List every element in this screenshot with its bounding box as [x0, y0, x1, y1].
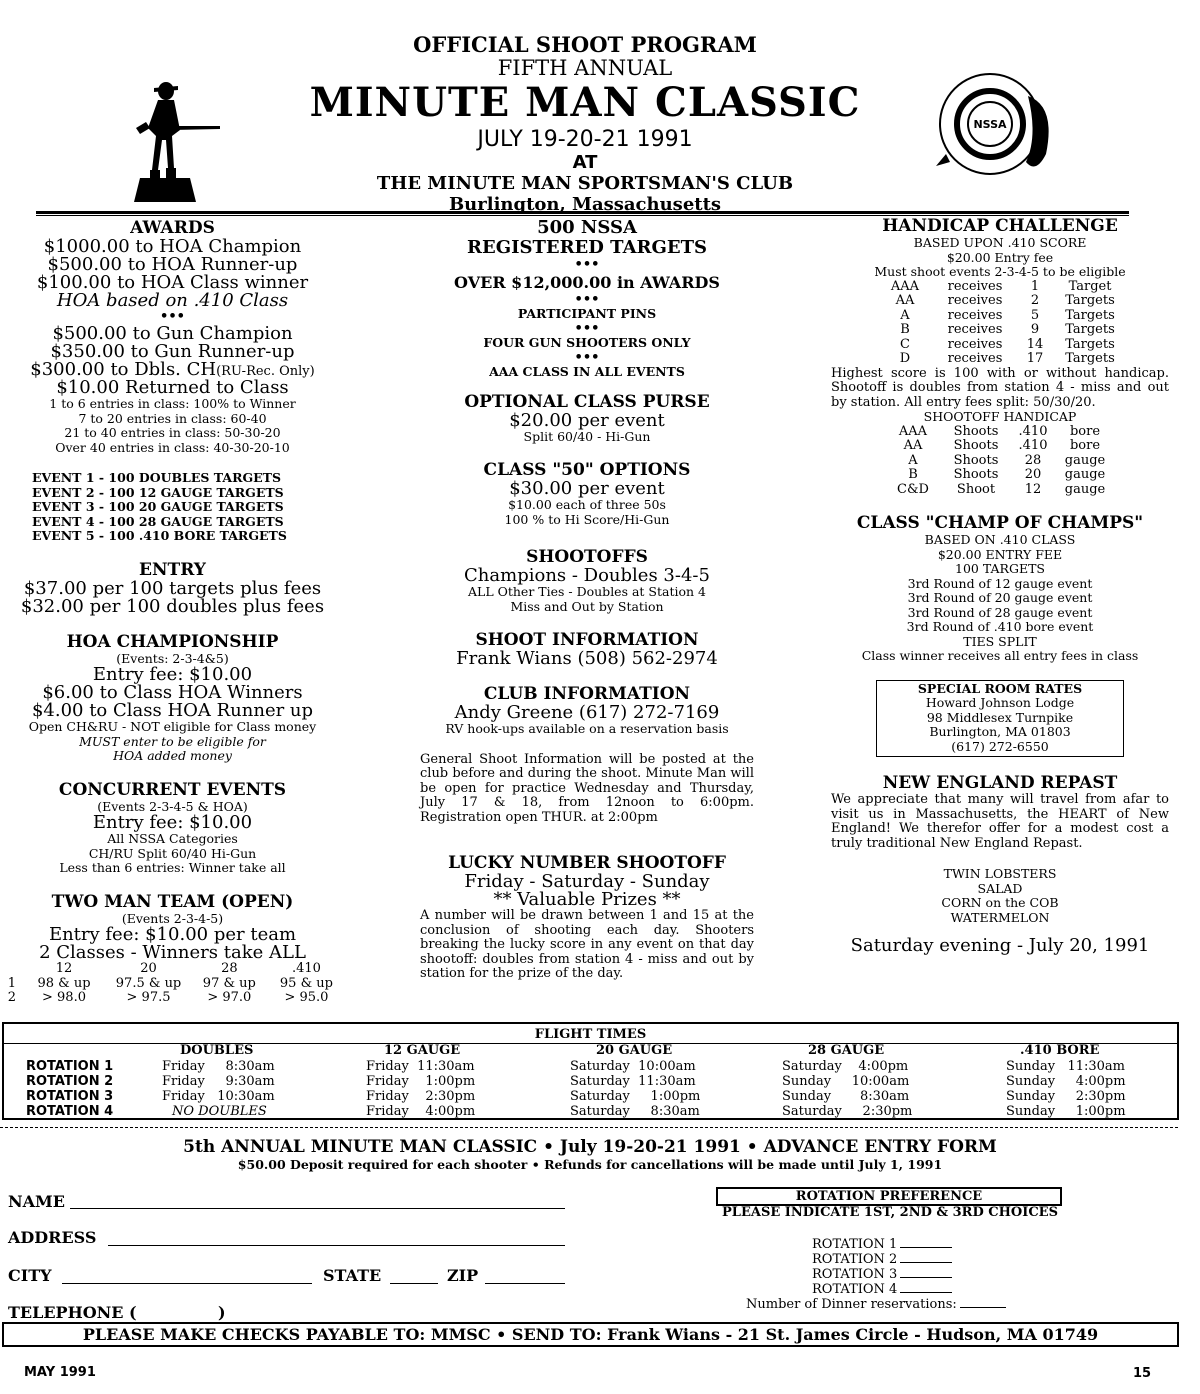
- class50-line: 100 % to Hi Score/Hi-Gun: [504, 511, 670, 527]
- nssa-logo-icon: [928, 66, 1063, 186]
- telephone-field[interactable]: [155, 1304, 215, 1322]
- address-field[interactable]: [108, 1245, 565, 1246]
- club-info-rv: RV hook-ups available on a reservation basis: [445, 721, 729, 736]
- lucky-prizes: ** Valuable Prizes **: [493, 889, 681, 910]
- shoot-info-contact: Frank Wians (508) 562-2974: [456, 648, 718, 669]
- table-cell: 2: [1030, 293, 1040, 308]
- flight-cell: Saturday 4:00pm: [782, 1059, 909, 1074]
- zip-field[interactable]: [485, 1283, 565, 1284]
- entry-form-subtitle: $50.00 Deposit required for each shooter • Refunds for cancellations will be made until July 1, 1991: [237, 1157, 943, 1172]
- menu-item: WATERMELON: [950, 909, 1050, 925]
- cut-line: [0, 1127, 1178, 1128]
- event-dates: JULY 19-20-21 1991: [477, 127, 693, 152]
- table-cell: 20: [1024, 467, 1042, 482]
- dinner-label: Number of Dinner reservations:: [746, 1297, 957, 1312]
- telephone-close: ): [218, 1303, 226, 1322]
- champ-line: Class winner receives all entry fees in class: [861, 648, 1139, 663]
- two-man-events: (Events 2-3-4-5): [121, 910, 224, 926]
- checks-payable-box: PLEASE MAKE CHECKS PAYABLE TO: MMSC • SEND TO: Frank Wians - 21 St. James Circle - Hudson, MA 01749: [2, 1322, 1179, 1347]
- club-name: THE MINUTE MAN SPORTSMAN'S CLUB: [376, 173, 794, 194]
- table-cell: C&D: [897, 481, 929, 497]
- repast-title: NEW ENGLAND REPAST: [882, 773, 1118, 793]
- flight-times-table: [2, 1022, 1179, 1120]
- table-cell: 95 & up: [279, 975, 333, 991]
- shootoffs-title: SHOOTOFFS: [526, 547, 648, 567]
- page-number: 15: [1133, 1366, 1152, 1381]
- rotation-indicate: PLEASE INDICATE 1ST, 2ND & 3RD CHOICES: [722, 1205, 1058, 1220]
- separator-dots: •••: [574, 291, 600, 307]
- table-cell: 1: [7, 975, 16, 991]
- entries-rule: 1 to 6 entries in class: 100% to Winner: [49, 396, 296, 411]
- concurrent-line: CH/RU Split 60/40 Hi-Gun: [88, 845, 257, 861]
- concurrent-fee: Entry fee: $10.00: [92, 812, 253, 833]
- two-man-fee: Entry fee: $10.00 per team: [48, 924, 297, 945]
- purse-split: Split 60/40 - Hi-Gun: [523, 428, 651, 444]
- rotation-choice-label: ROTATION 2: [812, 1252, 898, 1267]
- handicap-table: [875, 280, 1125, 367]
- shootoffs-line: Miss and Out by Station: [510, 598, 664, 614]
- room-line: Burlington, MA 01803: [929, 724, 1071, 739]
- table-cell: bore: [1069, 423, 1101, 439]
- table-row: [875, 309, 1125, 324]
- rotation-preference-box: ROTATION PREFERENCE: [716, 1187, 1062, 1206]
- event-item: EVENT 3 - 100 20 GAUGE TARGETS: [32, 499, 284, 514]
- table-cell: [2, 962, 22, 977]
- header-line-2: FIFTH ANNUAL: [497, 56, 673, 80]
- hoa-championship-title: HOA CHAMPIONSHIP: [66, 631, 279, 652]
- flight-cell: Saturday 8:30am: [570, 1104, 700, 1119]
- award-line: $350.00 to Gun Runner-up: [50, 340, 295, 362]
- event-item: EVENT 2 - 100 12 GAUGE TARGETS: [32, 484, 284, 500]
- flight-cell: Friday 10:30am: [162, 1089, 275, 1104]
- table-cell: Targets: [1065, 293, 1115, 308]
- column-header: 28 GAUGE: [808, 1043, 885, 1058]
- champ-line: 3rd Round of 20 gauge event: [907, 590, 1093, 605]
- city-label: CITY: [8, 1266, 52, 1285]
- flight-cell: Sunday 1:00pm: [1006, 1104, 1126, 1119]
- table-cell: AAA: [890, 278, 920, 294]
- room-rates-box: [876, 680, 1124, 758]
- table-cell: 14: [1026, 336, 1044, 352]
- table-row: [885, 454, 1115, 469]
- rotation-choice-label: ROTATION 1: [812, 1237, 898, 1252]
- column-header: DOUBLES: [180, 1043, 254, 1058]
- handicap-title: HANDICAP CHALLENGE: [882, 216, 1118, 236]
- flight-cell: Friday 11:30am: [366, 1059, 475, 1074]
- flight-cell: Sunday 11:30am: [1006, 1059, 1126, 1074]
- dinner-field[interactable]: [960, 1296, 1006, 1308]
- nssa-four-gun: FOUR GUN SHOOTERS ONLY: [483, 335, 691, 350]
- table-cell: Targets: [1065, 336, 1115, 352]
- concurrent-title: CONCURRENT EVENTS: [58, 779, 287, 800]
- dinner-reservations: [746, 1296, 1006, 1312]
- class50-line: $10.00 each of three 50s: [508, 497, 666, 512]
- concurrent-events: (Events 2-3-4-5 & HOA): [97, 798, 248, 814]
- table-row: [885, 439, 1115, 454]
- award-line: $500.00 to Gun Champion: [52, 322, 293, 344]
- rotation-choice: [812, 1266, 952, 1282]
- table-row: [2, 977, 345, 992]
- flight-cell: Friday 2:30pm: [366, 1089, 476, 1104]
- city-field[interactable]: [62, 1283, 312, 1284]
- program-header: [280, 32, 890, 215]
- table-cell: A: [908, 452, 918, 468]
- table-cell: gauge: [1064, 452, 1106, 468]
- table-cell: B: [900, 322, 910, 337]
- flight-cell: Sunday 2:30pm: [1006, 1089, 1126, 1104]
- table-row: [875, 323, 1125, 338]
- rotation-choice-label: ROTATION 3: [812, 1267, 898, 1282]
- room-line: (617) 272-6550: [951, 738, 1049, 754]
- menu-item: SALAD: [977, 880, 1023, 896]
- entry-line: $37.00 per 100 targets plus fees: [23, 577, 322, 599]
- nssa-aaa: AAA CLASS IN ALL EVENTS: [489, 364, 685, 379]
- entry-line: $32.00 per 100 doubles plus fees: [20, 595, 325, 617]
- column-left: [0, 218, 345, 1006]
- champ-line: $20.00 ENTRY FEE: [937, 546, 1063, 562]
- table-cell: D: [899, 351, 911, 366]
- two-man-table: [2, 962, 345, 1006]
- flight-cell: Sunday 4:00pm: [1006, 1074, 1126, 1089]
- table-cell: 28: [221, 961, 238, 976]
- lucky-body: A number will be drawn between 1 and 15 at the conclusion of shooting each day. Shooters breaking the lucky score in any event on that day shootoff: doubles from station 4 - miss and out by station for the prize of the day.: [420, 908, 754, 981]
- handicap-line: BASED UPON .410 SCORE: [913, 235, 1087, 250]
- table-row: [885, 468, 1115, 483]
- rotation-choice-field[interactable]: [900, 1251, 952, 1263]
- table-cell: receives: [947, 278, 1003, 294]
- minuteman-illustration: [128, 78, 223, 203]
- lucky-days: Friday - Saturday - Sunday: [464, 871, 710, 892]
- dbls-main: $300.00 to Dbls. CH: [30, 358, 217, 380]
- table-row: [875, 338, 1125, 353]
- table-cell: Shoot: [956, 481, 996, 497]
- table-cell: Target: [1068, 278, 1112, 294]
- award-line: $500.00 to HOA Runner-up: [47, 254, 298, 275]
- award-line: $1000.00 to HOA Champion: [43, 236, 302, 257]
- table-cell: gauge: [1064, 467, 1106, 482]
- separator-dots: •••: [160, 309, 185, 324]
- purse-fee: $20.00 per event: [509, 409, 665, 431]
- table-cell: Shoots: [953, 423, 999, 439]
- club-location: Burlington, Massachusetts: [448, 194, 722, 215]
- champ-line: TIES SPLIT: [963, 633, 1037, 649]
- menu-item: TWIN LOBSTERS: [943, 866, 1057, 881]
- handicap-line: $20.00 Entry fee: [946, 249, 1054, 265]
- separator-dots: •••: [574, 349, 600, 365]
- champ-line: 3rd Round of .410 bore event: [906, 619, 1094, 634]
- hoa-must: MUST enter to be eligible for: [79, 733, 266, 749]
- hoa-line: $4.00 to Class HOA Runner up: [31, 700, 314, 721]
- header-rule: [36, 211, 1129, 214]
- flight-cell: Friday 1:00pm: [366, 1074, 476, 1089]
- flight-cell: Saturday 11:30am: [570, 1074, 696, 1089]
- shoot-info-title: SHOOT INFORMATION: [475, 630, 699, 650]
- separator-dots: •••: [574, 257, 600, 272]
- table-cell: 28: [1024, 452, 1042, 468]
- name-field[interactable]: [70, 1208, 565, 1209]
- room-line: Howard Johnson Lodge: [925, 695, 1075, 710]
- flight-cell: Saturday 2:30pm: [782, 1104, 913, 1119]
- table-row: [885, 425, 1115, 440]
- flight-cell: Sunday 10:00am: [782, 1074, 910, 1089]
- shootoff-handicap-title: SHOOTOFF HANDICAP: [923, 409, 1077, 424]
- event-item: EVENT 5 - 100 .410 BORE TARGETS: [32, 528, 287, 543]
- table-cell: A: [900, 307, 910, 323]
- table-cell: Shoots: [953, 452, 999, 468]
- table-cell: 97 & up: [202, 975, 256, 991]
- champ-line: 3rd Round of 12 gauge event: [907, 575, 1093, 591]
- champ-line: 3rd Round of 28 gauge event: [907, 604, 1093, 620]
- table-cell: 12: [1024, 481, 1042, 497]
- header-line-1: OFFICIAL SHOOT PROGRAM: [413, 32, 757, 57]
- event-title: MINUTE MAN CLASSIC: [309, 79, 861, 126]
- award-line: $10.00 Returned to Class: [56, 377, 289, 398]
- table-cell: Targets: [1065, 351, 1115, 366]
- table-cell: bore: [1069, 438, 1101, 453]
- flight-cell: NO DOUBLES: [172, 1104, 267, 1119]
- table-cell: receives: [947, 351, 1003, 366]
- table-cell: > 97.0: [207, 990, 252, 1005]
- hoa-events: (Events: 2-3-4&5): [116, 650, 229, 666]
- table-cell: C: [900, 336, 910, 352]
- table-cell: Targets: [1065, 307, 1115, 323]
- awards-title: AWARDS: [130, 218, 215, 238]
- zip-label: ZIP: [447, 1266, 479, 1285]
- table-cell: AA: [903, 438, 923, 453]
- class50-title: CLASS "50" OPTIONS: [483, 460, 691, 480]
- nssa-title: 500 NSSA: [537, 217, 637, 238]
- column-right: [825, 216, 1175, 955]
- table-cell: .410: [1018, 423, 1048, 439]
- repast-body: We appreciate that many will travel from afar to visit us in Massachusetts, the HEART of New England! We therefor offer for a modest cost a truly traditional New England Repast.: [831, 792, 1169, 851]
- rotation-label: ROTATION 2: [26, 1074, 114, 1089]
- lucky-title: LUCKY NUMBER SHOOTOFF: [448, 853, 726, 873]
- telephone-label: TELEPHONE (: [8, 1303, 137, 1322]
- hoa-note: HOA based on .410 Class: [56, 290, 289, 311]
- shootoffs-line: ALL Other Ties - Doubles at Station 4: [468, 584, 706, 599]
- column-header: 12 GAUGE: [384, 1043, 461, 1058]
- hoa-must: HOA added money: [113, 748, 232, 763]
- entries-rule: 7 to 20 entries in class: 60-40: [78, 410, 267, 426]
- hoa-fee: Entry fee: $10.00: [92, 664, 253, 685]
- entry-title: ENTRY: [139, 559, 206, 580]
- champ-line: BASED ON .410 CLASS: [924, 532, 1076, 547]
- nssa-title-2: REGISTERED TARGETS: [467, 237, 707, 258]
- flight-cell: Friday 9:30am: [162, 1074, 275, 1089]
- table-row: [875, 294, 1125, 309]
- event-item: EVENT 1 - 100 DOUBLES TARGETS: [32, 470, 281, 485]
- table-cell: Shoots: [953, 438, 999, 453]
- shootoffs-main: Champions - Doubles 3-4-5: [464, 565, 710, 586]
- table-cell: receives: [947, 293, 1003, 308]
- nssa-pins: PARTICIPANT PINS: [517, 306, 657, 321]
- table-row: [875, 280, 1125, 295]
- flight-times-title: FLIGHT TIMES: [534, 1027, 647, 1042]
- table-cell: > 97.5: [126, 990, 171, 1005]
- hoa-open: Open CH&RU - NOT eligible for Class money: [28, 719, 317, 734]
- club-info-contact: Andy Greene (617) 272-7169: [454, 702, 720, 723]
- table-cell: 2: [7, 990, 16, 1005]
- table-row: [885, 483, 1115, 498]
- table-cell: .410: [1018, 438, 1048, 453]
- column-middle: [412, 218, 762, 982]
- table-cell: 1: [1030, 278, 1040, 294]
- state-label: STATE: [323, 1266, 382, 1285]
- event-item: EVENT 4 - 100 28 GAUGE TARGETS: [32, 513, 284, 529]
- table-cell: 9: [1030, 322, 1040, 337]
- purse-title: OPTIONAL CLASS PURSE: [464, 391, 710, 412]
- table-cell: 97.5 & up: [115, 975, 182, 991]
- column-header: 20 GAUGE: [596, 1043, 673, 1058]
- table-cell: Shoots: [953, 467, 999, 482]
- handicap-note: Highest score is 100 with or without handicap. Shootoff is doubles from station 4 - miss and out by station. All entry fees split: 50/30/20.: [831, 365, 1169, 410]
- dbls-note: (RU-Rec. Only): [216, 363, 315, 379]
- events-list: [0, 471, 345, 544]
- state-field[interactable]: [390, 1283, 438, 1284]
- rotation-choice-field[interactable]: [900, 1266, 952, 1278]
- table-cell: > 98.0: [42, 990, 86, 1005]
- hoa-line: $6.00 to Class HOA Winners: [42, 682, 303, 703]
- rotation-label: ROTATION 3: [26, 1089, 114, 1104]
- club-info-title: CLUB INFORMATION: [483, 684, 691, 704]
- table-cell: receives: [947, 336, 1003, 352]
- room-line: 98 Middlesex Turnpike: [926, 709, 1074, 725]
- flight-cell: Saturday 10:00am: [570, 1059, 696, 1074]
- table-cell: 98 & up: [37, 975, 91, 991]
- table-cell: 5: [1030, 307, 1040, 323]
- flight-cell: Friday 4:00pm: [366, 1104, 476, 1119]
- footer-date: MAY 1991: [24, 1365, 96, 1380]
- concurrent-line: Less than 6 entries: Winner take all: [59, 860, 286, 875]
- rotation-choice: [812, 1236, 952, 1252]
- rotation-label: ROTATION 1: [26, 1059, 114, 1074]
- table-cell: 12: [55, 961, 73, 976]
- table-cell: AA: [895, 293, 915, 308]
- rotation-label: ROTATION 4: [26, 1104, 114, 1119]
- flight-cell: Saturday 1:00pm: [570, 1089, 701, 1104]
- two-man-title: TWO MAN TEAM (OPEN): [51, 891, 294, 912]
- award-line: $100.00 to HOA Class winner: [36, 272, 309, 293]
- table-row: [875, 352, 1125, 367]
- rotation-choice: [812, 1281, 952, 1297]
- address-label: ADDRESS: [8, 1228, 97, 1247]
- entries-rule: Over 40 entries in class: 40-30-20-10: [55, 439, 290, 455]
- handicap-line: Must shoot events 2-3-4-5 to be eligible: [874, 264, 1126, 279]
- table-header-row: [2, 962, 345, 977]
- rotation-choice-label: ROTATION 4: [812, 1282, 898, 1297]
- class50-fee: $30.00 per event: [509, 478, 665, 499]
- flight-cell: Friday 8:30am: [162, 1059, 275, 1074]
- rotation-choice: [812, 1251, 952, 1267]
- table-cell: AAA: [898, 423, 928, 439]
- header-at: AT: [572, 152, 598, 173]
- table-cell: B: [908, 467, 918, 482]
- table-cell: receives: [947, 307, 1003, 323]
- entries-rule: 21 to 40 entries in class: 50-30-20: [64, 425, 281, 440]
- shootoff-handicap-table: [885, 425, 1115, 498]
- table-cell: Targets: [1065, 322, 1115, 337]
- table-cell: receives: [947, 322, 1003, 337]
- table-cell: gauge: [1064, 481, 1106, 497]
- separator-dots: •••: [574, 320, 600, 336]
- rotation-choice-field[interactable]: [900, 1236, 952, 1248]
- column-header: .410 BORE: [1020, 1043, 1100, 1058]
- entry-form-title: 5th ANNUAL MINUTE MAN CLASSIC • July 19-20-21 1991 • ADVANCE ENTRY FORM: [183, 1137, 997, 1157]
- table-cell: > 95.0: [284, 990, 329, 1005]
- name-label: NAME: [8, 1192, 65, 1211]
- table-cell: 17: [1026, 351, 1044, 366]
- table-cell: 20: [140, 961, 157, 976]
- repast-when: Saturday evening - July 20, 1991: [850, 935, 1150, 956]
- table-row: [2, 991, 345, 1006]
- nssa-awards: OVER $12,000.00 in AWARDS: [454, 272, 720, 292]
- table-cell: .410: [291, 961, 321, 976]
- general-info: General Shoot Information will be posted at the club before and during the shoot. Minute Man will be open for practice Wednesday and Thursday, July 17 & 18, from 12noon to 6:00pm. Registration open THUR. at 2:00pm: [420, 751, 754, 825]
- room-title: SPECIAL ROOM RATES: [917, 680, 1083, 696]
- champ-line: 100 TARGETS: [955, 561, 1045, 576]
- menu-item: CORN on the COB: [941, 895, 1059, 910]
- two-man-classes: 2 Classes - Winners take ALL: [39, 942, 306, 963]
- concurrent-line: All NSSA Categories: [107, 831, 238, 846]
- flight-cell: Sunday 8:30am: [782, 1089, 910, 1104]
- champ-title: CLASS "CHAMP OF CHAMPS": [856, 513, 1144, 533]
- rotation-choice-field[interactable]: [900, 1281, 952, 1293]
- nssa-logo-center: NSSA: [973, 118, 1007, 131]
